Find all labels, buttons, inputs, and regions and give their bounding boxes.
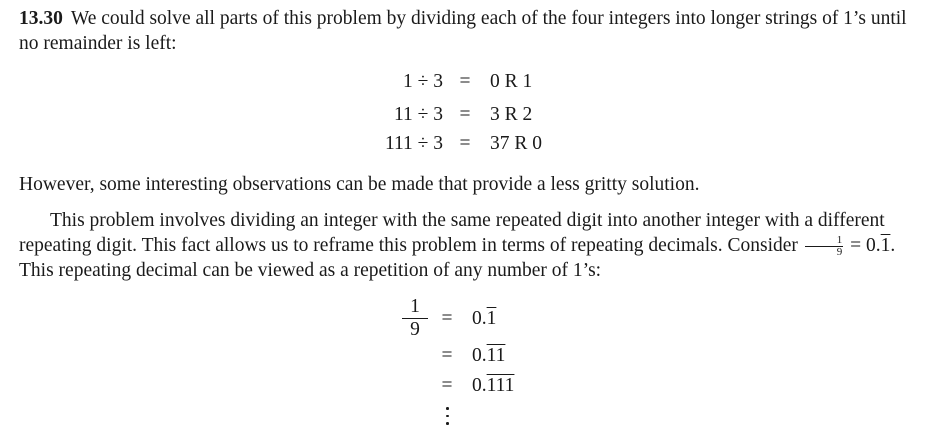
repeating-decimal: [472, 344, 505, 368]
fraction-denominator: 9: [410, 319, 420, 340]
division-lhs: 1 ÷ 3: [403, 71, 443, 92]
reframe-paragraph: [19, 208, 909, 283]
repeating-digit: 1: [880, 235, 891, 256]
equals-sign: =: [441, 375, 453, 396]
fraction-denominator: 9: [836, 246, 843, 259]
decimal-prefix: 0.: [472, 308, 487, 329]
display-fraction: [402, 296, 428, 341]
problem-intro-text: We could solve all parts of this problem by dividing each of the four integers into longer strings of 1’s until no remainder is left:: [19, 8, 907, 54]
equals-sign: =: [459, 104, 471, 125]
vertical-ellipsis: [446, 407, 450, 425]
equals-sign: =: [441, 345, 453, 366]
reframe-text-before: This problem involves dividing an integer with the same repeated digit into another integer with a different repeating digit. This fact allows us to reframe this problem in terms of repeating decimals. Consider: [19, 210, 885, 256]
decimal-prefix: 0.: [472, 345, 487, 366]
inline-equals: = 0.: [845, 235, 881, 256]
division-lhs: 111 ÷ 3: [384, 133, 443, 154]
repeating-decimal: [472, 374, 514, 398]
fraction-numerator: 1: [805, 235, 844, 247]
division-rhs: 3 R 2: [490, 104, 533, 125]
reframe-text-after: . This repeating decimal can be viewed as a repetition of any number of 1’s:: [19, 235, 896, 282]
division-rhs: 0 R 1: [490, 71, 533, 92]
repeating-decimal: [472, 307, 496, 331]
fraction-numerator: 1: [402, 296, 428, 319]
equals-sign: =: [459, 133, 471, 154]
observation-paragraph: However, some interesting observations can be made that provide a less gritty solution.: [19, 174, 700, 195]
division-lhs: 11 ÷ 3: [394, 104, 443, 125]
problem-intro-paragraph: [19, 6, 909, 56]
division-rhs: 37 R 0: [490, 133, 543, 154]
decimal-prefix: 0.: [472, 375, 487, 396]
inline-fraction: [805, 235, 844, 258]
equals-sign: =: [459, 71, 471, 92]
problem-number: 13.30: [19, 8, 63, 29]
repeating-digits: 1: [486, 308, 497, 329]
repeating-digits: 11: [486, 345, 506, 366]
equals-sign: =: [441, 308, 453, 329]
repeating-digits: 111: [486, 375, 515, 396]
